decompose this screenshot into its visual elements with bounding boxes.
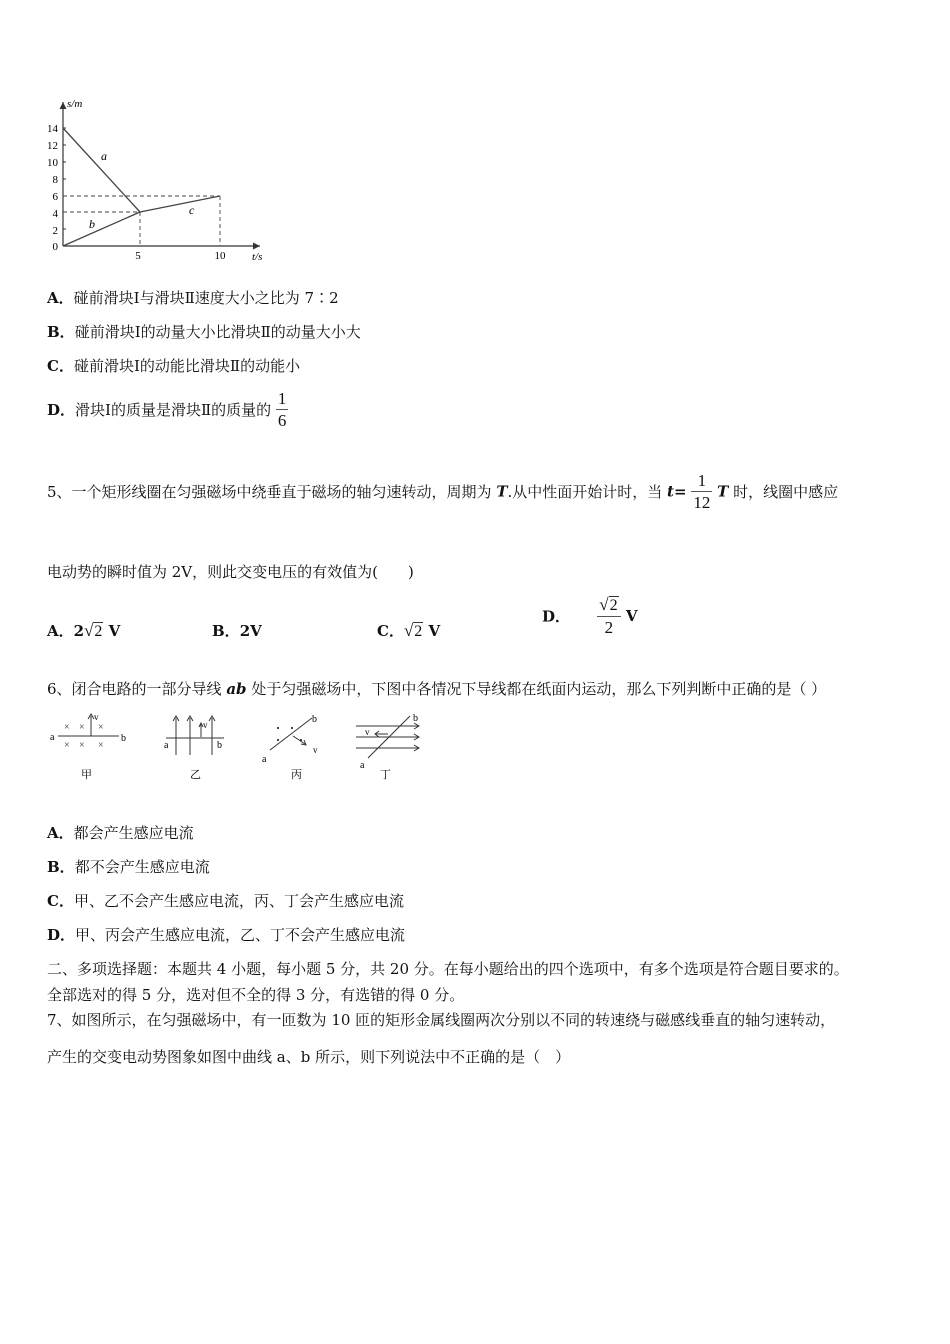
label-a: a <box>50 732 55 743</box>
label-v: v <box>203 720 208 730</box>
option-letter: D． <box>47 401 76 419</box>
q4-st-graph <box>38 92 278 264</box>
label-v: v <box>94 712 99 722</box>
x-axis-label: t/s <box>252 251 263 263</box>
section2-heading-line2: 全部选对的得 5 分，选对但不全的得 3 分，有选错的得 0 分。 <box>47 986 465 1004</box>
y-tick: 2 <box>52 225 58 237</box>
y-tick: 14 <box>47 123 58 135</box>
y-tick: 0 <box>52 241 58 253</box>
option-text: 滑块Ⅰ的质量是滑块Ⅱ的质量的 <box>75 401 272 419</box>
q6-fig-jia <box>48 710 133 785</box>
label-v: v <box>365 727 370 737</box>
caption-yi: 乙 <box>190 769 201 781</box>
y-tick: 4 <box>52 208 58 220</box>
field-cross: × <box>64 740 70 751</box>
label-a: a <box>262 754 267 765</box>
q5-option-c[interactable]: C．√2 V <box>377 621 441 640</box>
y-tick-labels <box>47 123 59 253</box>
y-tick: 6 <box>52 191 58 203</box>
fraction-1-12: $\frac{1}{12}$ <box>693 471 711 512</box>
label-b: b <box>312 714 317 725</box>
fraction-sqrt2-over-2: $\frac{√2}{2}$ <box>597 596 620 636</box>
label-b: b <box>413 713 418 724</box>
q6-option-b[interactable]: B．都不会产生感应电流 <box>47 858 210 876</box>
q4-option-c[interactable] <box>47 355 300 376</box>
q4-option-b[interactable] <box>47 321 361 342</box>
section2-heading-line1: 二、多项选择题：本题共 4 小题，每小题 5 分，共 20 分。在每小题给出的四个选项中，有多个选项是符合题目要求的。 <box>47 960 849 978</box>
y-tick: 12 <box>47 140 58 152</box>
label-b: b <box>121 733 126 744</box>
q5-stem-line2: 电动势的瞬时值为 2V，则此交变电压的有效值为( ) <box>47 563 414 581</box>
q7-stem-line1: 7、如图所示，在匀强磁场中，有一匝数为 10 匝的矩形金属线圈两次分别以不同的转速绕与磁感线垂直的轴匀速转动， <box>47 1011 836 1029</box>
line-c <box>140 196 220 212</box>
field-dot <box>277 739 279 741</box>
caption-bing: 丙 <box>291 769 302 781</box>
line-a <box>63 128 140 212</box>
x-tick: 10 <box>214 250 226 262</box>
q7-stem-line2: 产生的交变电动势图象如图中曲线 a、b 所示，则下列说法中不正确的是（ ） <box>47 1048 571 1066</box>
q5-option-d[interactable]: D． $\frac{√2}{2}$ V <box>542 595 638 637</box>
label-v: v <box>313 745 318 755</box>
velocity-arrow <box>293 736 305 744</box>
field-dot <box>291 727 293 729</box>
y-tick: 8 <box>52 174 58 186</box>
y-axis-label: s/m <box>67 98 83 110</box>
q6-option-a[interactable]: A．都会产生感应电流 <box>47 824 194 842</box>
option-letter: A． <box>47 289 74 307</box>
label-c: c <box>189 203 195 217</box>
q6-fig-yi <box>158 710 233 785</box>
x-tick: 5 <box>135 250 141 262</box>
option-letter: B． <box>47 323 75 341</box>
q4-option-d[interactable] <box>47 390 288 429</box>
fraction-1-6: $\frac{1}{6}$ <box>277 389 287 430</box>
q6-fig-bing <box>258 710 333 785</box>
q4-option-a[interactable] <box>47 287 339 308</box>
q6-option-c[interactable]: C．甲、乙不会产生感应电流，丙、丁会产生感应电流 <box>47 892 404 910</box>
label-a: a <box>101 149 107 163</box>
line-b <box>63 212 140 246</box>
option-letter: C． <box>47 357 74 375</box>
label-b: b <box>89 217 95 231</box>
q6-stem: 6、闭合电路的一部分导线 ab 处于匀强磁场中，下图中各情况下导线都在纸面内运动，那么下列判断中正确的是（ ） <box>47 680 827 698</box>
option-text: 碰前滑块Ⅰ的动能比滑块Ⅱ的动能小 <box>73 357 301 375</box>
field-cross: × <box>79 740 85 751</box>
field-dot <box>277 727 279 729</box>
field-cross: × <box>79 722 85 733</box>
option-text: 碰前滑块Ⅰ的动量大小比滑块Ⅱ的动量大小大 <box>74 323 361 341</box>
sqrt-2: √2 <box>84 621 103 640</box>
q6-fig-ding <box>352 710 432 785</box>
caption-ding: 丁 <box>380 769 391 781</box>
caption-jia: 甲 <box>81 769 92 781</box>
q5-stem-line1: 5、一个矩形线圈在匀强磁场中绕垂直于磁场的轴匀速转动，周期为 T.从中性面开始计时，当 t= $\frac{1}{12}$ T 时，线圈中感应 <box>47 471 839 512</box>
field-cross: × <box>98 722 104 733</box>
y-tick: 10 <box>47 157 58 169</box>
label-a: a <box>164 740 169 751</box>
sqrt-2: √2 <box>403 621 423 640</box>
q5-option-b[interactable]: B．2V <box>212 622 262 640</box>
label-b: b <box>217 740 222 751</box>
field-cross: × <box>98 740 104 751</box>
option-text: 碰前滑块Ⅰ与滑块Ⅱ速度大小之比为 7∶2 <box>73 289 339 307</box>
q5-option-a[interactable]: A．2√2 V <box>47 621 121 640</box>
field-cross: × <box>64 722 70 733</box>
q6-option-d[interactable]: D．甲、丙会产生感应电流，乙、丁不会产生感应电流 <box>47 926 406 944</box>
label-a: a <box>360 760 365 771</box>
